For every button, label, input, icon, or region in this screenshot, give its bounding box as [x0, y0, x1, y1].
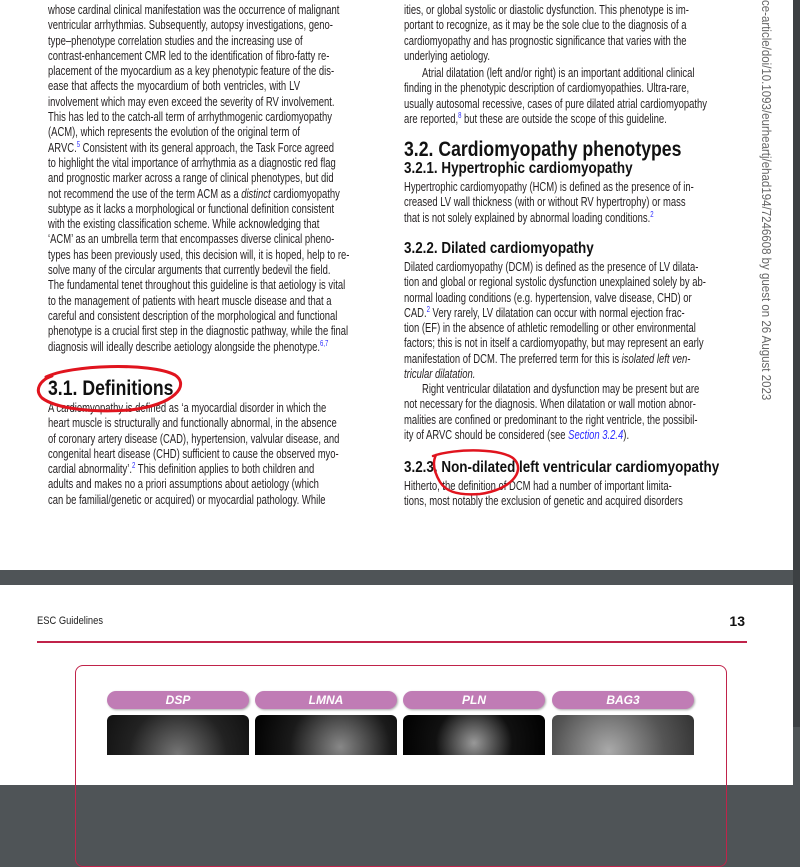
text-run: usually autosomal recessive, cases of pure dilated atrial cardiomyopathy [404, 96, 707, 111]
page-number: 13 [729, 613, 745, 629]
section-link[interactable]: Section 3.2.4 [568, 427, 624, 442]
pdf-page-13 [0, 585, 793, 785]
text-run: normal loading conditions (e.g. hypertension, valve disease, CHD) or [404, 290, 692, 305]
text-run: Dilated cardiomyopathy (DCM) is defined as the presence of LV dilata- [404, 260, 699, 274]
header-rule [37, 641, 747, 643]
text-run: ARVC. [48, 140, 77, 155]
annotation-circle-definitions [38, 367, 180, 411]
text-run: types has been previously used, this decision will, it is hoped, help to re- [48, 247, 350, 262]
text-run: solve many of the circular arguments that currently bedevil the field. [48, 263, 331, 278]
figure-label-dsp: DSP [107, 691, 249, 709]
text-run: with the existing classification scheme. While acknowledging that [48, 217, 320, 232]
citation-link[interactable]: 6,7 [319, 338, 329, 348]
text-run: not recommend the use of the term ACM as a [48, 186, 242, 201]
text-run: This has led to the catch-all term of arrhythmogenic cardiomyopathy [48, 110, 333, 125]
text-run: are reported, [404, 111, 459, 126]
text-run: finding in the phenotypic description of cardiomyopathies. Ultra-rare, [404, 81, 690, 96]
text-run: involvement which may even exceed the severity of RV involvement. [48, 94, 335, 109]
text-run: (ACM), which represents the evolution of the original term of [48, 125, 300, 140]
text-run: ities, or global systolic or diastolic dysfunction. This phenotype is im- [404, 3, 689, 17]
citation-link[interactable]: 2 [650, 209, 654, 219]
text-run: factors; this is not in itself a cardiomyopathy, but may represent an early [404, 336, 704, 351]
text-run: The fundamental tenet throughout this guideline is that aetiology is vital [48, 278, 346, 293]
subsection-heading-nldcm: 3.2.3. Non-dilated left ventricular cardiomyopathy [404, 459, 720, 476]
citation-link[interactable]: 2 [426, 304, 430, 314]
figure-label-lmna: LMNA [255, 691, 397, 709]
text-run: CAD. [404, 305, 427, 320]
running-head: ESC Guidelines [37, 615, 104, 627]
italic-text: isolated left ven- [621, 351, 691, 366]
text-run: subtype as it lacks a morphological or functional definition consistent [48, 201, 335, 216]
download-watermark: ce-article/doi/10.1093/eurheartj/ehad194/7246608 by guest on 26 August 2023 [759, 0, 773, 401]
viewer-scrollbar-track[interactable] [793, 0, 800, 727]
cmr-image-lmna [255, 715, 397, 755]
text-run: adults and makes no a priori assumptions about aetiology (which [48, 477, 319, 492]
text-run: manifestation of DCM. The preferred term for this is [404, 351, 622, 366]
text-run: Hitherto, the definition of DCM had a number of important limita- [404, 479, 672, 493]
text-run: whose cardinal clinical manifestation was the occurrence of malignant [48, 3, 340, 17]
text-run: of coronary artery disease (CAD), hypertension, valvular disease, and [48, 431, 340, 446]
figure-label-pln: PLN [403, 691, 545, 709]
text-run: tions, most notably the exclusion of genetic and acquired disorders [404, 494, 683, 509]
text-run: portant to recognize, as it may be the sole clue to the diagnosis of a [404, 18, 687, 33]
text-run: Atrial dilatation (left and/or right) is an important additional clinical [422, 66, 695, 80]
text-run: careful and consistent description of the morphological and functional [48, 308, 338, 323]
text-run: phenotype is a crucial first step in the diagnostic pathway, while the final [48, 324, 349, 339]
text-run: to highlight the vital importance of arrhythmia as a diagnostic red flag [48, 155, 336, 170]
text-run: Hypertrophic cardiomyopathy (HCM) is defined as the presence of in- [404, 180, 694, 194]
text-run: ease that affects the myocardium of both ventricles, with LV [48, 79, 300, 94]
text-run: tion (EF) in the absence of athletic remodelling or other environmental [404, 321, 696, 336]
subsection-heading-hcm: 3.2.1. Hypertrophic cardiomyopathy [404, 160, 633, 177]
page-gap [0, 570, 793, 585]
text-run: that is not solely explained by abnormal loading conditions. [404, 210, 651, 225]
text-run: ventricular arrhythmias. Subsequently, autopsy investigations, geno- [48, 18, 333, 33]
text-run: ‘ACM’ as an umbrella term that encompasses diverse clinical pheno- [48, 232, 335, 247]
text-run: placement of the myocardium as a key phenotypic feature of the dis- [48, 64, 335, 79]
text-run: type–phenotype correlation studies and the increasing use of [48, 33, 303, 48]
text-run: congenital heart disease (CHD) sufficient to cause the observed myo- [48, 446, 339, 461]
text-run: Very rarely, LV dilatation can occur with normal ejection frac- [429, 305, 685, 320]
citation-link[interactable]: 2 [132, 461, 136, 471]
text-run: not necessary for the diagnosis. When dilatation or wall motion abnor- [404, 397, 696, 412]
cmr-image-bag3 [552, 715, 694, 755]
citation-link[interactable]: 8 [458, 110, 462, 120]
text-run: Consistent with its general approach, the Task Force agreed [80, 140, 334, 155]
cmr-image-pln [403, 715, 545, 755]
section-heading-phenotypes: 3.2. Cardiomyopathy phenotypes [404, 138, 682, 161]
text-run: cardiomyopathy and has prognostic significance that varies with the [404, 33, 687, 48]
subsection-heading-dcm: 3.2.2. Dilated cardiomyopathy [404, 240, 594, 257]
text-run: malities are confined or predominant to the right ventricle, the possibil- [404, 412, 698, 427]
text-run: to the management of patients with heart muscle disease and that a [48, 293, 332, 308]
text-run: heart muscle is structurally and functionally abnormal, in the absence [48, 416, 337, 431]
text-run: This definition applies to both children and [135, 462, 315, 477]
text-run: but these are outside the scope of this guideline. [461, 111, 667, 126]
figure-label-bag3: BAG3 [552, 691, 694, 709]
text-run: and prognostic marker across a range of clinical phenotypes, but did [48, 171, 334, 186]
cmr-image-dsp [107, 715, 249, 755]
text-run: tion and global or regional systolic dysfunction unexplained solely by ab- [404, 275, 706, 290]
text-run: can be familial/genetic or acquired) or myocardial pathology. While [48, 492, 326, 507]
text-run: contrast-enhancement CMR led to the identification of fibro-fatty re- [48, 48, 330, 63]
text-run: diagnosis will ideally describe aetiology alongside the phenotype. [48, 339, 320, 354]
text-run: Right ventricular dilatation and dysfunction may be present but are [422, 382, 700, 396]
text-run: ity of ARVC should be considered (see [404, 427, 569, 442]
text-run: creased LV wall thickness (with or without RV hypertrophy) or mass [404, 195, 686, 210]
text-run: cardial abnormality’. [48, 462, 132, 477]
text-run: A cardiomyopathy is defined as ‘a myocardial disorder in which the [48, 401, 327, 415]
italic-text: tricular dilatation. [404, 367, 476, 382]
italic-text: distinct [241, 186, 271, 201]
section-heading-definitions: 3.1. Definitions [48, 377, 174, 400]
text-run: ). [623, 427, 630, 442]
text-run: underlying aetiology. [404, 48, 490, 63]
text-run: cardiomyopathy [270, 186, 340, 201]
annotation-circle-non-dilated [433, 450, 518, 494]
citation-link[interactable]: 5 [76, 139, 81, 149]
